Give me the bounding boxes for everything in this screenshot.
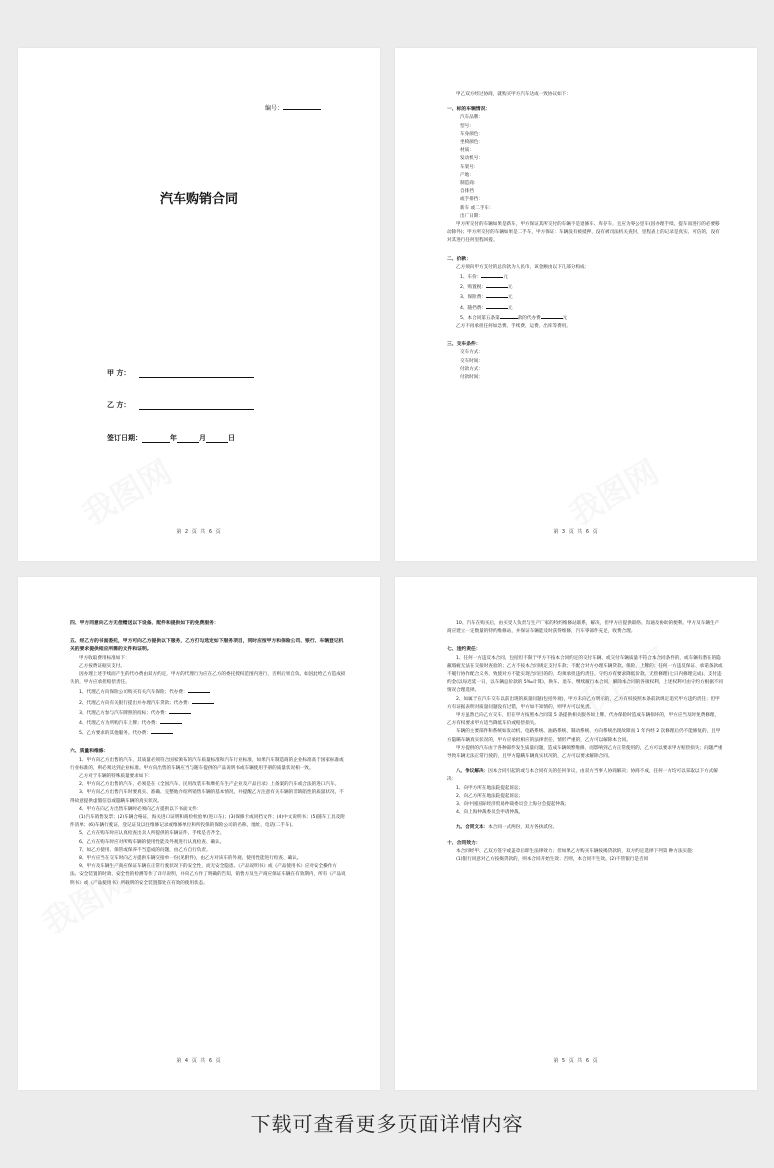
paragraph: 2、甲方向乙方出售的汽车，必须是在《全国汽车、民用改装车和摩托车生产企业及产品目录》上备案的汽车或合法的进口汽车。 <box>79 782 340 788</box>
page-3-content <box>447 91 723 382</box>
dispute-option: 3、向中国国际经济贸易仲裁委员会上海分会提起仲裁； <box>456 802 570 808</box>
paragraph: 2、如属于在汽车交车以前出现的质量问题(包括外观)，甲方未向乙方明示的，乙方有权按照本条前款规定追究甲方违约责任；但甲方有证据表明对质量问题没有过错，甲方如不知情的，则甲方可以免责。 <box>447 696 720 710</box>
intro-text: 甲乙双方经过协商，就购买甲方汽车达成一致协议如下： <box>456 92 571 97</box>
dispute-option: 1、向甲方所在地法院提起诉讼； <box>456 785 524 791</box>
vehicle-field: 制造商： <box>460 181 479 187</box>
party-b-line <box>139 401 254 410</box>
year-line <box>142 434 170 443</box>
service-item: 1、代理乙方向保险公司购买有关汽车保险；代办费： <box>70 687 346 697</box>
delivery-field: 交车方式： <box>460 350 483 356</box>
paragraph: 10、汽车在购买后，由买受人负责与生产厂家的特约维修站联系，解决，但甲方应提供联络、沟通及协助的便利。甲方及车辆生产商应建立一定数量的特约维修站，并保证车辆能及时获得维修，汽车零部件充足，收费合理。 <box>447 621 720 635</box>
paragraph: 乙方对于车辆的特殊质量要求如下： <box>79 774 153 780</box>
delivery-field: 交车时间： <box>460 358 483 364</box>
page-number: 第 5 页 共 6 页 <box>553 1058 599 1064</box>
contract-page-5 <box>395 577 757 1090</box>
paragraph: 3、甲方向乙方出售汽车时要真实、准确、完整地介绍所销售车辆的基本情况，并提醒乙方注意有关车辆的非缺陷性的质量状况，不得故意提供虚假信息或隐瞒车辆的真实状况。 <box>70 790 344 804</box>
page-4-content <box>70 620 346 888</box>
vehicle-field: 或手排挡： <box>460 197 483 203</box>
section-6-heading: 六、质量和维修： <box>70 749 109 755</box>
section-8-paragraph: 八、争议解决：因本合同引起的或与本合同有关的任何争议，由双方当事人协商解决；协商不成，任何一方均可以采取以下方式解决： <box>447 769 718 783</box>
party-a-line <box>139 369 254 378</box>
dispute-option: 2、向乙方所在地法院提起诉讼； <box>456 793 524 799</box>
party-a-label: 甲 方： <box>107 369 131 377</box>
section-9-paragraph: 九、合同文本：本合同一式两份，双方各执贰份。 <box>456 825 558 831</box>
paragraph: 甲方虽然已向乙方交车，但在甲方按照本合同第 5 条提供相关服务如上牌、代办保险时造成车辆损坏的，甲方应当及时免费修理，乙方有权要求甲方适当降低车价或赔偿损失。 <box>447 713 720 727</box>
paragraph: 甲方提供的汽车由于各种部件发生质量问题，造成车辆频繁维修，而影响到乙方正常使用的，乙方可以要求甲方赔偿损失；问题严重导致车辆无法正常行驶的，且甲方隐瞒车辆真实状况的，乙方可以要求解除合同。 <box>447 745 723 760</box>
paragraph: 车辆的主要部件和系统如发动机、电路系统、油路系统、制动系统、方向系统出现故障而 1 年内经 2 次修理后仍不能修复的，且甲方隐瞒车辆真实状况的，甲方应承担相应的法律责任，情形严重的，乙方可以解除本合同。 <box>447 729 721 743</box>
party-b-field <box>107 400 254 410</box>
vehicle-field: 型号： <box>460 123 474 129</box>
paragraph: 本合同经甲、乙双方签字或盖章后即生法律效力；但如果乙方购买车辆按揭贷款的，双方约定选择下列第 种方法实施： <box>456 848 697 854</box>
price-item: 2、购置税： 元 <box>447 282 723 292</box>
section-8-heading: 八、争议解决： <box>456 769 489 775</box>
party-b-label: 乙 方： <box>107 401 131 409</box>
paragraph: 甲方收取费用标准如下： <box>79 655 130 661</box>
month-label: 月 <box>199 434 206 442</box>
number-line <box>283 109 321 110</box>
page-number: 第 4 页 共 6 页 <box>176 1058 222 1064</box>
paragraph: 6、乙方在购车时应对所购车辆的使用性能及外观进行认真检查、确认。 <box>79 839 225 845</box>
paragraph: 因办理上述手续而产生的代办费由双方约定，甲方的代理行为应在乙方的委托授权范围内进行，否则后果自负。如因此给乙方造成损失的，甲方应承担赔偿责任。 <box>70 672 346 686</box>
vehicle-field: 汽车品牌： <box>460 115 483 121</box>
page-number: 第 2 页 共 6 页 <box>176 529 222 535</box>
vehicle-field: 出厂日期： <box>460 213 483 219</box>
year-label: 年 <box>170 434 177 442</box>
sign-date-field <box>107 433 235 443</box>
paragraph: 8、甲方应当在交车时向乙方提供车辆交接单一份(见附件)，由乙方对该车的外观、使用性能进行检查、确认。 <box>79 856 302 862</box>
section-5-heading: 五、经乙方的书面委托，甲方可向乙方提供以下服务，乙方打勾选定如下服务项目，同时应按甲方和保险公司、银行、车辆登记机关的要求提供相应所需的文件和证明。 <box>70 639 344 653</box>
section-9-heading: 九、合同文本： <box>456 825 489 831</box>
watermark <box>73 447 179 535</box>
section-10-heading: 十、合同效力： <box>447 840 481 846</box>
contract-page-4 <box>18 577 380 1090</box>
month-line <box>177 434 199 443</box>
delivery-field: 付款方式： <box>460 366 483 372</box>
contract-title: 汽车购销合同 <box>159 192 238 207</box>
paragraph: 4、甲方在向乙方出售车辆时必须向乙方提供以下书面文件： <box>79 806 202 812</box>
day-line <box>206 434 228 443</box>
number-label: 编号： <box>265 105 284 112</box>
section-7-heading: 七、违约责任： <box>447 647 481 653</box>
price-item: 4、随挡费： 元 <box>447 303 723 313</box>
price-item: 3、保险费： 元 <box>447 292 723 302</box>
section-1-heading: 一、标的车辆情况： <box>447 107 491 113</box>
paragraph: 1、任何一方违反本合同，包括但不限于甲方不按本合同约定的交付车辆、或交付车辆质量不符合本合同条件的，或车辆有潜在的隐蔽瑕疵无法在交接时查验的；乙方不按本合同规定支付车款；不配合对方办理车辆贷款、保险、上牌的；任何一方违反保证、承诺条款或不履行协作配合义务，致使对方不能实现合同目的的，均须承担违约责任。守约方有要求降低价款、无偿修理(七日内修理完成)、支付违约金(以每迟延一日，以车辆总价款的 5‰计算)，换车、退车、继续履行本合同，解除本合同的各项权利，上述权利可由守约方根据不同情况合理选择。 <box>447 655 723 694</box>
sign-date-label: 签订日期： <box>107 434 142 442</box>
section-3-heading: 三、交车条件： <box>447 342 481 348</box>
section-4-heading: 四、甲方同意向乙方无偿赠送以下设备、配件和提供如下的免费服务： <box>70 621 219 626</box>
paragraph: 乙方按费证据实支付。 <box>79 663 125 669</box>
contract-number <box>265 103 321 112</box>
price-item: 5、本合同第五条第 款的代办费 元 <box>447 313 723 323</box>
service-item: 4、代理乙方为所购汽车上牌；代办费： <box>70 718 346 728</box>
price-intro: 乙方须向甲方支付的总价款为人民币，该金额由以下几部分构成： <box>456 264 590 270</box>
paragraph: 9、甲方及车辆生产商应保证车辆在正常行驶状况下的安全性，而无安全隐患。《产品说明书》或《产品使用书》应对安全操作方法、安全装置的时效、安全性的检测等作了详尽说明，并向乙方作了明确的告知，销售方及生产商应保证车辆在有效期内，所有《产品说明书》或《产品使用书》所载明的安全装置都处在有效的使用状态。 <box>70 864 346 886</box>
delivery-field: 付款时间： <box>460 375 483 381</box>
download-more-caption: 下载可查看更多页面详情内容 <box>250 1112 524 1136</box>
page-number: 第 3 页 共 6 页 <box>553 529 599 535</box>
vehicle-field: 发动机号： <box>460 156 483 162</box>
watermark <box>560 447 666 535</box>
service-item: 5、乙方要求的其他服务。代办费： <box>70 728 346 738</box>
paragraph: (1)银行同意对乙方按揭贷款的，则本合同开始生效；否则，本合同不生效。(2)不管银行是否同 <box>456 857 649 863</box>
vehicle-guarantee-paragraph: 甲方所交付的车辆如果是新车，甲方保证其所交付的车辆不是退修车、库存车，且应为零公里车(因办理手续、提车而进行的必要移动除外)；甲方所交付的车辆如果是二手车，甲方保证：车辆没有被抵押、没有被司法机关查封，里程表上的记录是真实、可信的，没有对其进行任何里程回拨。 <box>447 222 720 244</box>
paragraph: 7、如乙方使用、保管或保养不当造成的问题，由乙方自行负责。 <box>79 847 211 853</box>
vehicle-field: 产地： <box>460 172 474 178</box>
vehicle-field: 自排挡 <box>460 189 474 195</box>
service-item: 3、代理乙方参与汽车牌照的投标；代办费： <box>70 708 346 718</box>
price-item: 1、车价： 元 <box>447 272 723 282</box>
page-5-content <box>447 620 723 864</box>
paragraph: 1、甲方向乙方出售的汽车，其质量必须符合国家颁布的汽车质量标准和汽车行业标准，如果汽车制造商的企业标准高于国家标准或行业标准的，则必须达到企业标准。甲方向出售的车辆应当与随车提供的产品说明书或车辆使用手册的质量状况相一致。 <box>70 757 344 771</box>
vehicle-field-list <box>447 114 723 221</box>
vehicle-field: 车身颜色： <box>460 131 483 137</box>
contract-cover-page <box>18 48 380 561</box>
vehicle-field: 新车 或二手车： <box>460 205 494 211</box>
day-label: 日 <box>228 434 235 442</box>
vehicle-field: 坐椅颜色： <box>460 140 483 146</box>
dispute-option: 4、向上海仲裁委员会申请仲裁。 <box>456 810 524 816</box>
contract-page-3 <box>395 48 757 561</box>
section-2-heading: 二、价款： <box>447 256 471 262</box>
vehicle-field: 材质： <box>460 148 474 154</box>
service-item: 2、代理乙方向有关银行提出并办理汽车贷款；代办费： <box>70 698 346 708</box>
vehicle-field: 车架号： <box>460 164 479 170</box>
paragraph: (1)汽车销售发票；(2)车辆合格证，海关进口证明和商检检验单(进口车)；(3)保修卡或同档文件；(4)中文说明书；(5)随车工具及附件清单；(6)车辆行驶证，登记证及以往维修记录或维修单位和所投保的保险公司的名称、地址、电话(二手车)。 <box>70 815 345 829</box>
paragraph: 5、乙方在购车时应认真检查出卖人所提供的车辆证件、手续是否齐全。 <box>79 831 225 837</box>
party-a-field <box>107 368 254 378</box>
price-note: 乙方不再承担任何如急费、手续费、运费、出库等费用。 <box>456 324 571 330</box>
